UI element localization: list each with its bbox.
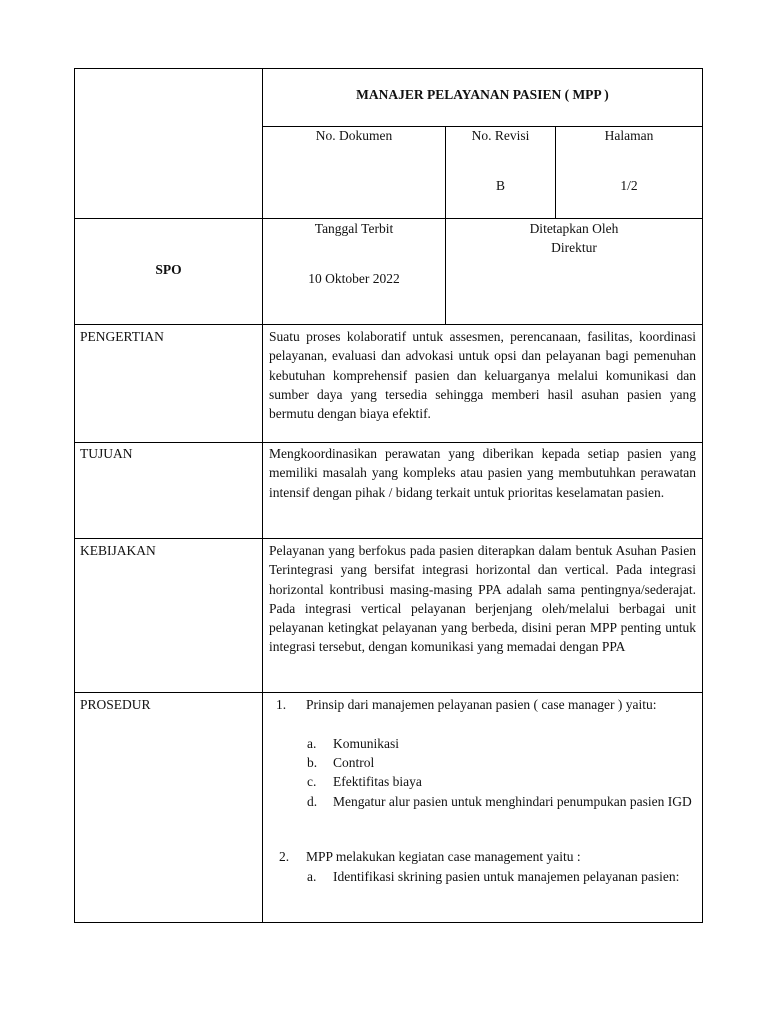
table-top-border [74, 68, 703, 69]
document-title: MANAJER PELAYANAN PASIEN ( MPP ) [356, 87, 609, 102]
tujuan-text: Mengkoordinasikan perawatan yang diberikan kepada setiap pasien yang memiliki masalah yang kompleks atau pasien yang membutuhkan perawatan intensif dengan pihak / bidang terkait untuk prioritas keselamatan pasien. [269, 446, 696, 500]
prosedur-label: PROSEDUR [80, 697, 151, 712]
halaman-value: 1/2 [620, 178, 638, 193]
table-column-divider [262, 68, 263, 923]
sub-item-text: Efektifitas biaya [333, 774, 422, 789]
spo-label: SPO [155, 262, 182, 277]
sub-item-text: Komunikasi [333, 736, 399, 751]
no-revisi-label: No. Revisi [471, 128, 530, 143]
prosedur-item-1-number: 1. [276, 697, 287, 712]
sub-item-letter: a. [307, 869, 317, 884]
sub-item-letter: d. [307, 794, 318, 809]
sub-item-text: Identifikasi skrining pasien untuk manajemen pelayanan pasien: [333, 869, 680, 884]
table-right-border [702, 68, 703, 923]
row-divider-prosedur [74, 692, 703, 693]
sub-item-letter: c. [307, 774, 317, 789]
no-dokumen-label: No. Dokumen [315, 128, 393, 143]
tujuan-label: TUJUAN [80, 446, 133, 461]
sub-item-text: Control [333, 755, 375, 770]
ditetapkan-oleh-value: Direktur [551, 240, 597, 255]
sub-item-letter: a. [307, 736, 317, 751]
sub-item-text: Mengatur alur pasien untuk menghindari penumpukan pasien IGD [333, 794, 692, 809]
no-revisi-value: B [495, 178, 505, 193]
ditetapkan-oleh-label: Ditetapkan Oleh [529, 221, 619, 236]
row-divider-tujuan [74, 442, 703, 443]
prosedur-item-1-text: Prinsip dari manajemen pelayanan pasien ( case manager ) yaitu: [306, 697, 657, 712]
header-bottom-divider [74, 324, 703, 325]
table-left-border [74, 68, 75, 923]
tanggal-terbit-value: 10 Oktober 2022 [308, 271, 400, 286]
halaman-label: Halaman [604, 128, 654, 143]
kebijakan-text: Pelayanan yang berfokus pada pasien diterapkan dalam bentuk Asuhan Pasien Terintegrasi yang bersifat integrasi horizontal dan vertical. Pada integrasi horizontal kontribusi masing-masing PPA adalah sama pentingnya/sederajat. Pada integrasi vertical pelayanan berjenjang oleh/melalui berbagai unit pelayanan ketingkat pelayanan yang berbeda, disini peran MPP penting untuk integrasi tersebut, dengan komunikasi yang memadai dengan PPA [269, 543, 696, 655]
tanggal-terbit-label: Tanggal Terbit [314, 221, 394, 236]
kebijakan-label: KEBIJAKAN [80, 543, 156, 558]
pengertian-label: PENGERTIAN [80, 329, 164, 344]
prosedur-item-2-text: MPP melakukan kegiatan case management yaitu : [306, 849, 581, 864]
sub-item-letter: b. [307, 755, 318, 770]
row-divider-kebijakan [74, 538, 703, 539]
pengertian-text: Suatu proses kolaboratif untuk assesmen, perencanaan, fasilitas, koordinasi pelayanan, evaluasi dan advokasi untuk opsi dan pelayanan bagi pemenuhan kebutuhan komprehensif pasien dan keluarganya melalui komunikasi dan sumber daya yang tersedia sehingga memberi hasil asuhan pasien yang bermutu dengan biaya efektif. [269, 329, 696, 422]
table-bottom-border [74, 922, 703, 923]
prosedur-item-2-number: 2. [279, 849, 290, 864]
